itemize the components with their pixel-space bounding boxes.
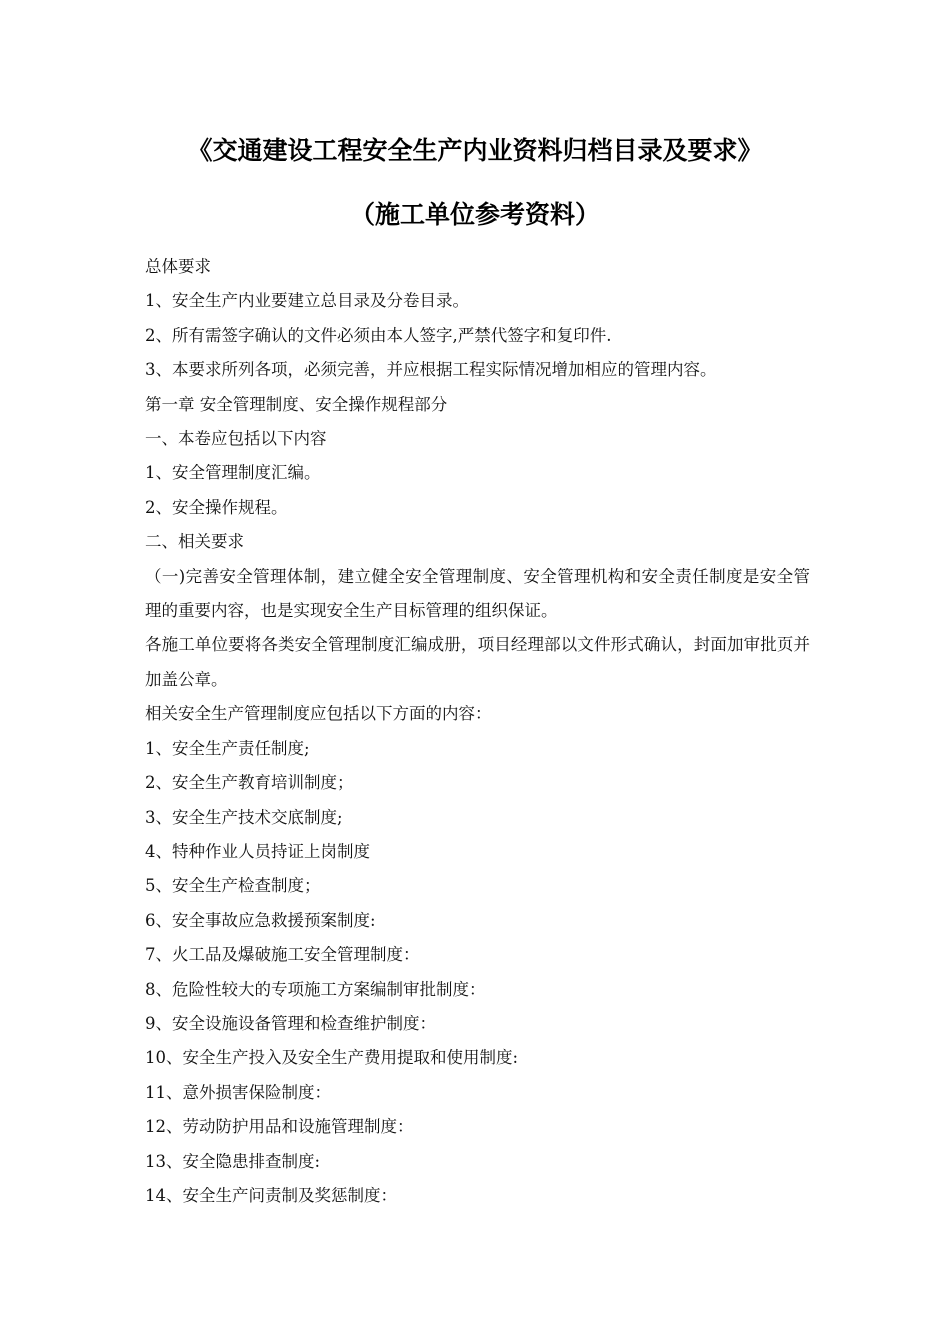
general-item: 3、本要求所列各项，必须完善，并应根据工程实际情况增加相应的管理内容。: [145, 360, 717, 380]
list-item: 14、安全生产问责制及奖惩制度：: [145, 1185, 397, 1205]
list-item: 5、安全生产检查制度；: [145, 876, 321, 896]
list-item: 10、安全生产投入及安全生产费用提取和使用制度:: [145, 1048, 519, 1068]
body-paragraph: 各施工单位要将各类安全管理制度汇编成册，项目经理部以文件形式确认，封面加审批页并加盖公章。: [145, 635, 810, 689]
body-paragraph: （一)完善安全管理体制，建立健全安全管理制度、安全管理机构和安全责任制度是安全管理的重要内容，也是实现安全生产目标管理的组织保证。: [145, 566, 810, 621]
list-item: 2、安全生产教育培训制度；: [145, 773, 354, 793]
list-item: 12、劳动防护用品和设施管理制度：: [145, 1117, 414, 1137]
section-heading-general: 总体要求: [145, 257, 211, 276]
content-item: 2、安全操作规程。: [145, 497, 288, 517]
document-body: [145, 250, 810, 1213]
document-subtitle: （施工单位参考资料）: [349, 200, 600, 229]
list-item: 11、意外损害保险制度：: [145, 1082, 331, 1102]
list-item: 8、危险性较大的专项施工方案编制审批制度：: [145, 979, 486, 999]
chapter-heading: 第一章 安全管理制度、安全操作规程部分: [145, 394, 448, 414]
list-item: 1、安全生产责任制度;: [145, 738, 310, 758]
content-item: 1、安全管理制度汇编。: [145, 463, 321, 483]
subsection-heading: 二、相关要求: [145, 532, 244, 552]
list-item: 6、安全事故应急救援预案制度:: [145, 910, 376, 930]
list-item: 13、安全隐患排查制度:: [145, 1151, 321, 1171]
general-item: 1、安全生产内业要建立总目录及分卷目录。: [145, 291, 469, 311]
document-title: 《交通建设工程安全生产内业资料归档目录及要求》: [187, 136, 763, 165]
list-intro: 相关安全生产管理制度应包括以下方面的内容：: [145, 704, 492, 724]
subsection-heading: 一、本卷应包括以下内容: [145, 429, 327, 449]
list-item: 3、安全生产技术交底制度;: [145, 807, 343, 827]
general-item: 2、所有需签字确认的文件必须由本人签字,严禁代签字和复印件.: [145, 325, 612, 345]
list-item: 9、安全设施设备管理和检查维护制度：: [145, 1013, 436, 1033]
list-item: 7、火工品及爆破施工安全管理制度：: [145, 945, 420, 965]
list-item: 4、特种作业人员持证上岗制度: [145, 841, 370, 861]
